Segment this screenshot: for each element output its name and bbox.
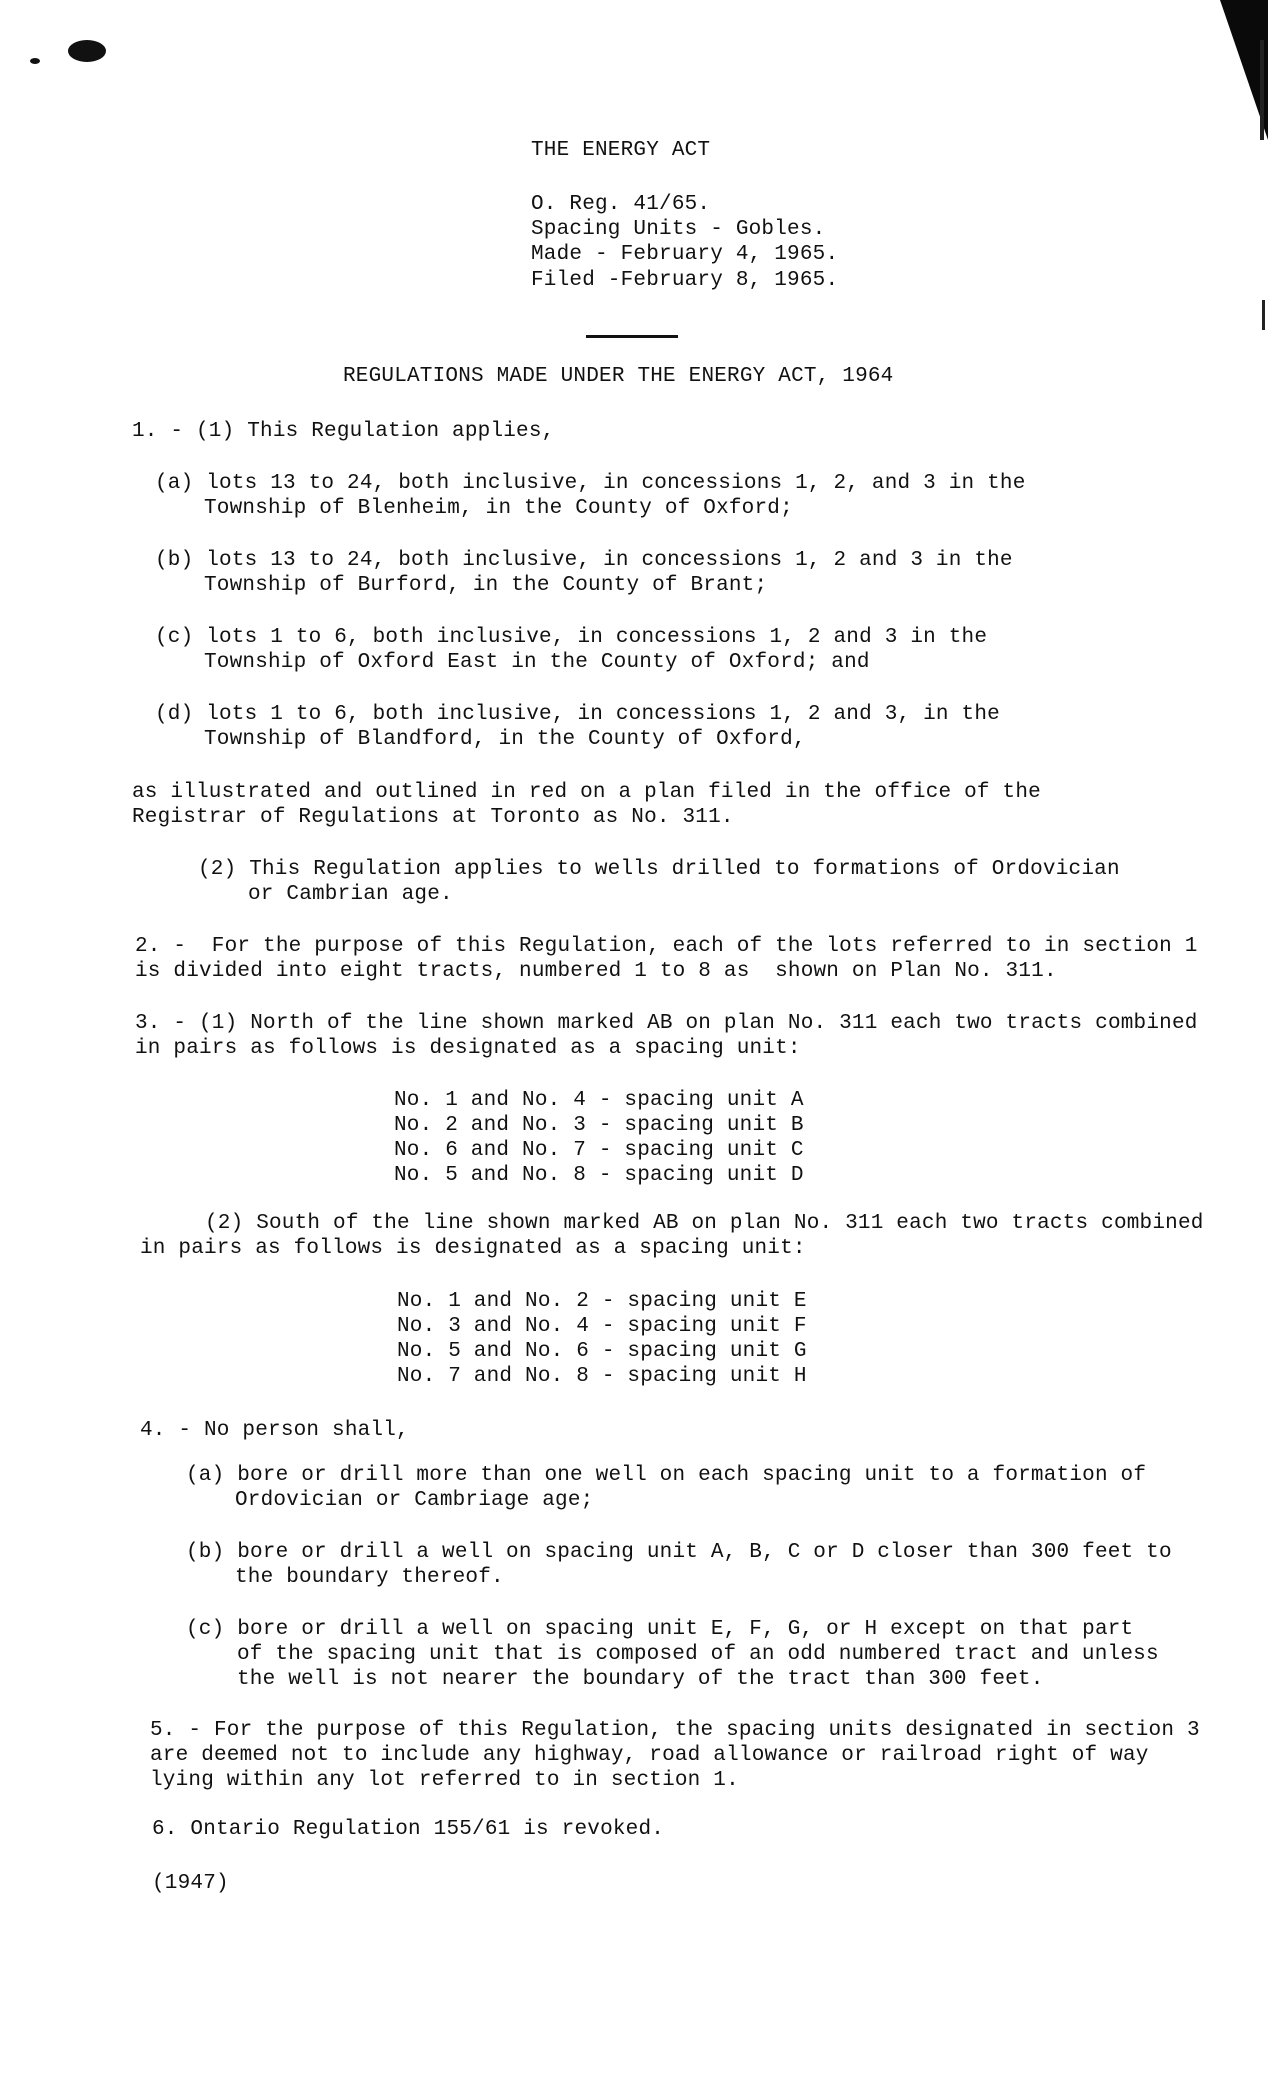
- spacing-unit-row: No. 1 and No. 2 - spacing unit E: [397, 1290, 807, 1313]
- section-3-sub2: (2) South of the line shown marked AB on plan No. 311 each two tracts combined: [205, 1212, 1204, 1235]
- regulations-title: REGULATIONS MADE UNDER THE ENERGY ACT, 1964: [343, 365, 894, 388]
- header-divider: [586, 335, 678, 338]
- ink-dot: [30, 58, 40, 64]
- section-1-illustrated: as illustrated and outlined in red on a plan filed in the office of the: [132, 781, 1041, 804]
- section-1-item-c-cont: Township of Oxford East in the County of Oxford; and: [204, 651, 870, 674]
- section-1-item-d-cont: Township of Blandford, in the County of Oxford,: [204, 728, 806, 751]
- section-1-item-c: (c) lots 1 to 6, both inclusive, in concessions 1, 2 and 3 in the: [155, 626, 988, 649]
- section-3-sub1: 3. - (1) North of the line shown marked AB on plan No. 311 each two tracts combined: [135, 1012, 1198, 1035]
- section-4-item-b: (b) bore or drill a well on spacing unit A, B, C or D closer than 300 feet to: [186, 1541, 1172, 1564]
- ink-blot: [68, 40, 106, 62]
- section-3-sub1-cont: in pairs as follows is designated as a spacing unit:: [135, 1037, 801, 1060]
- scan-scratch: [1262, 300, 1265, 330]
- section-5-cont: are deemed not to include any highway, road allowance or railroad right of way: [150, 1744, 1149, 1767]
- section-5-cont2: lying within any lot referred to in section 1.: [150, 1769, 739, 1792]
- section-4-intro: 4. - No person shall,: [140, 1419, 409, 1442]
- section-1-item-a-cont: Township of Blenheim, in the County of Oxford;: [204, 497, 793, 520]
- spacing-unit-row: No. 7 and No. 8 - spacing unit H: [397, 1365, 807, 1388]
- spacing-unit-row: No. 6 and No. 7 - spacing unit C: [394, 1139, 804, 1162]
- section-4-item-b-cont: the boundary thereof.: [235, 1566, 504, 1589]
- section-4-item-c: (c) bore or drill a well on spacing unit E, F, G, or H except on that part: [186, 1618, 1134, 1641]
- footer-code: (1947): [152, 1872, 229, 1895]
- section-4-item-c-cont2: the well is not nearer the boundary of the tract than 300 feet.: [237, 1668, 1044, 1691]
- regulation-number: O. Reg. 41/65.: [531, 193, 711, 216]
- date-filed: Filed -February 8, 1965.: [531, 269, 839, 292]
- spacing-unit-row: No. 5 and No. 8 - spacing unit D: [394, 1164, 804, 1187]
- section-5: 5. - For the purpose of this Regulation, the spacing units designated in section 3: [150, 1719, 1200, 1742]
- section-2-cont: is divided into eight tracts, numbered 1 to 8 as shown on Plan No. 311.: [135, 960, 1057, 983]
- section-6: 6. Ontario Regulation 155/61 is revoked.: [152, 1818, 665, 1841]
- act-title: THE ENERGY ACT: [531, 139, 711, 162]
- section-1-item-d: (d) lots 1 to 6, both inclusive, in concessions 1, 2 and 3, in the: [155, 703, 1000, 726]
- date-made: Made - February 4, 1965.: [531, 243, 839, 266]
- spacing-unit-row: No. 5 and No. 6 - spacing unit G: [397, 1340, 807, 1363]
- section-4-item-c-cont: of the spacing unit that is composed of an odd numbered tract and unless: [237, 1643, 1159, 1666]
- section-1-sub2-cont: or Cambrian age.: [248, 883, 453, 906]
- spacing-unit-row: No. 3 and No. 4 - spacing unit F: [397, 1315, 807, 1338]
- spacing-unit-row: No. 2 and No. 3 - spacing unit B: [394, 1114, 804, 1137]
- section-1-item-b-cont: Township of Burford, in the County of Brant;: [204, 574, 768, 597]
- section-1-item-b: (b) lots 13 to 24, both inclusive, in concessions 1, 2 and 3 in the: [155, 549, 1013, 572]
- section-1-sub2: (2) This Regulation applies to wells drilled to formations of Ordovician: [198, 858, 1120, 881]
- section-1-illustrated-cont: Registrar of Regulations at Toronto as No. 311.: [132, 806, 734, 829]
- section-2: 2. - For the purpose of this Regulation, each of the lots referred to in section 1: [135, 935, 1198, 958]
- section-3-sub2-cont: in pairs as follows is designated as a spacing unit:: [140, 1237, 806, 1260]
- regulation-subject: Spacing Units - Gobles.: [531, 218, 826, 241]
- spacing-unit-row: No. 1 and No. 4 - spacing unit A: [394, 1089, 804, 1112]
- scan-scratch: [1260, 40, 1264, 140]
- section-1-intro: 1. - (1) This Regulation applies,: [132, 420, 555, 443]
- section-1-item-a: (a) lots 13 to 24, both inclusive, in concessions 1, 2, and 3 in the: [155, 472, 1026, 495]
- section-4-item-a: (a) bore or drill more than one well on each spacing unit to a formation of: [186, 1464, 1147, 1487]
- section-4-item-a-cont: Ordovician or Cambriage age;: [235, 1489, 594, 1512]
